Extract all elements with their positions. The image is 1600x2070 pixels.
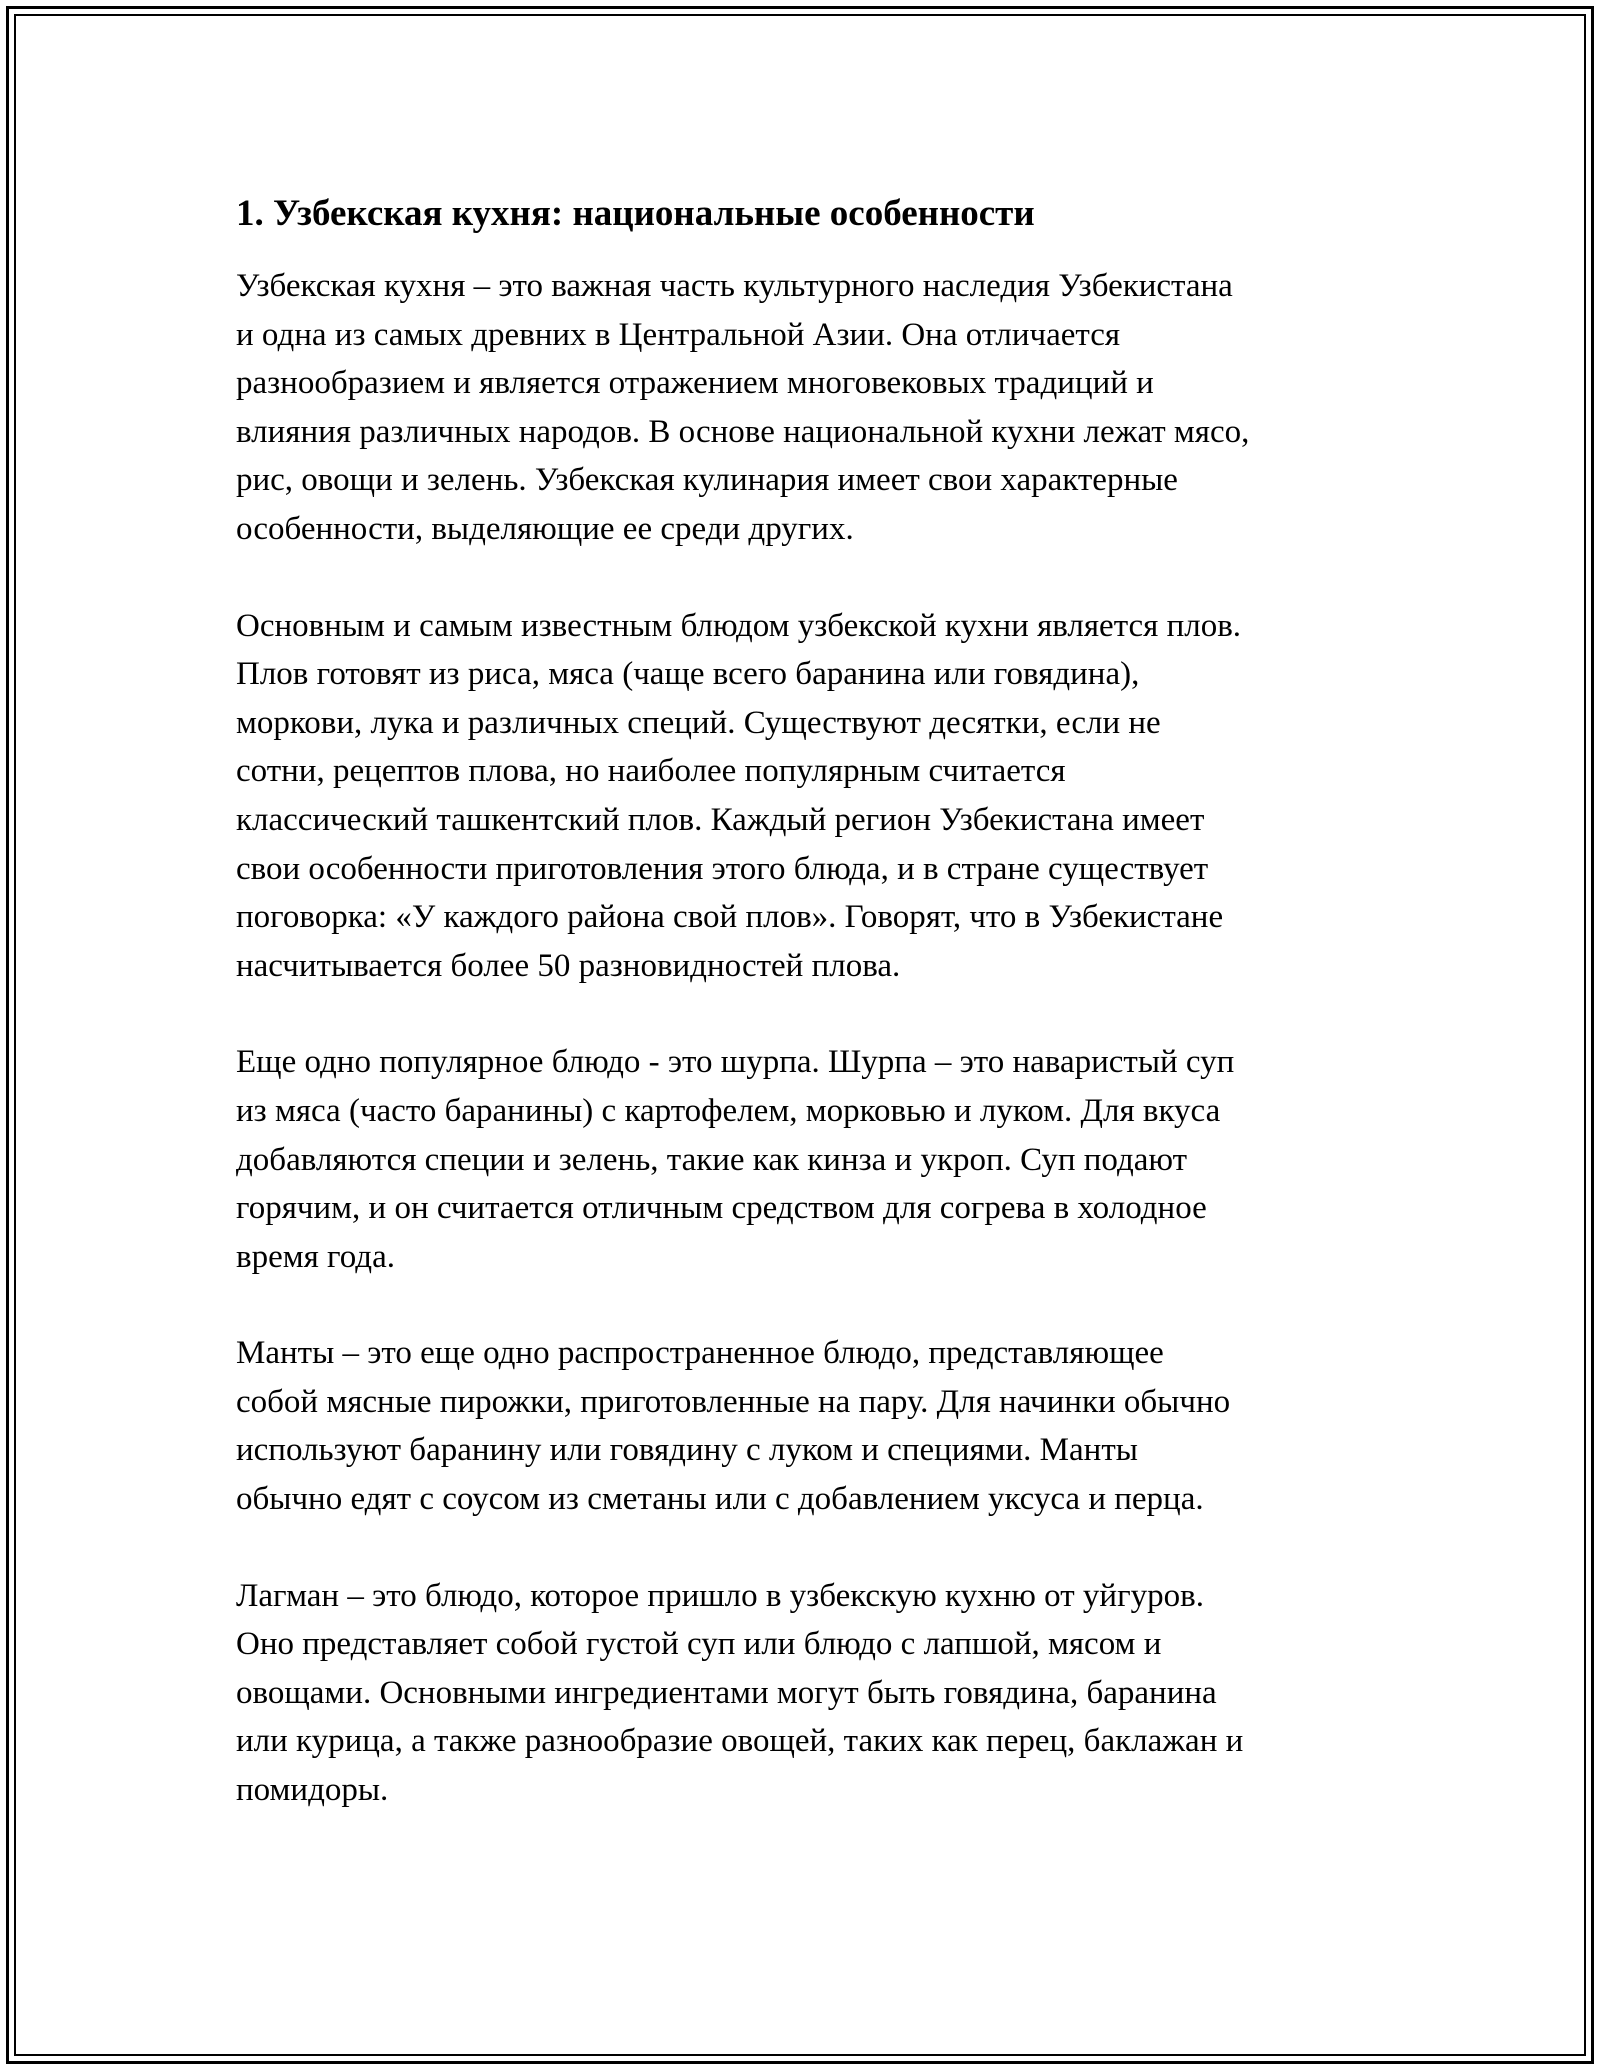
text-line: поговорка: «У каждого района свой плов». Говорят, что в Узбекистане bbox=[236, 899, 1224, 936]
text-line: собой мясные пирожки, приготовленные на пару. Для начинки обычно bbox=[236, 1383, 1231, 1420]
text-line: разнообразием и является отражением многовековых традиций и bbox=[236, 365, 1154, 402]
paragraph-intro bbox=[236, 262, 1376, 554]
paragraph-shurpa bbox=[236, 1038, 1376, 1281]
paragraph-plov bbox=[236, 602, 1376, 991]
text-line: добавляются специи и зелень, такие как кинза и укроп. Суп подают bbox=[236, 1141, 1188, 1178]
text-line: используют баранину или говядину с луком и специями. Манты bbox=[236, 1432, 1138, 1469]
text-line: обычно едят с соусом из сметаны или с добавлением уксуса и перца. bbox=[236, 1481, 1204, 1518]
text-line: сотни, рецептов плова, но наиболее популярным считается bbox=[236, 753, 1066, 790]
text-line: моркови, лука и различных специй. Существуют десятки, если не bbox=[236, 704, 1161, 741]
paragraph-lagman bbox=[236, 1572, 1376, 1815]
text-line: Плов готовят из риса, мяса (чаще всего баранина или говядина), bbox=[236, 656, 1140, 693]
text-line: и одна из самых древних в Центральной Азии. Она отличается bbox=[236, 316, 1121, 353]
text-line: Узбекская кухня – это важная часть культурного наследия Узбекистана bbox=[236, 268, 1233, 304]
section-title: 1. Узбекская кухня: национальные особенности bbox=[236, 193, 1035, 234]
text-line: горячим, и он считается отличным средством для согрева в холодное bbox=[236, 1190, 1207, 1227]
text-line: из мяса (часто баранины) с картофелем, морковью и луком. Для вкуса bbox=[236, 1092, 1221, 1129]
text-line: Лагман – это блюдо, которое пришло в узбекскую кухню от уйгуров. bbox=[236, 1577, 1204, 1614]
text-line: рис, овощи и зелень. Узбекская кулинария имеет свои характерные bbox=[236, 462, 1178, 499]
text-line: Основным и самым известным блюдом узбекской кухни является плов. bbox=[236, 607, 1242, 644]
text-line: классический ташкентский плов. Каждый регион Узбекистана имеет bbox=[236, 801, 1205, 838]
text-line: Манты – это еще одно распространенное блюдо, представляющее bbox=[236, 1335, 1164, 1372]
document-body bbox=[236, 188, 1376, 1863]
text-line: влияния различных народов. В основе национальной кухни лежат мясо, bbox=[236, 413, 1250, 450]
text-line: помидоры. bbox=[236, 1772, 389, 1809]
text-line: Еще одно популярное блюдо - это шурпа. Шурпа – это наваристый суп bbox=[236, 1044, 1235, 1081]
paragraph-manty bbox=[236, 1329, 1376, 1523]
text-line: время года. bbox=[236, 1238, 395, 1275]
text-line: свои особенности приготовления этого блюда, и в стране существует bbox=[236, 850, 1209, 887]
text-line: овощами. Основными ингредиентами могут быть говядина, баранина bbox=[236, 1674, 1217, 1711]
text-line: Оно представляет собой густой суп или блюдо с лапшой, мясом и bbox=[236, 1626, 1162, 1663]
text-line: особенности, выделяющие ее среди других. bbox=[236, 510, 854, 547]
text-line: или курица, а также разнообразие овощей, таких как перец, баклажан и bbox=[236, 1723, 1244, 1760]
text-line: насчитывается более 50 разновидностей плова. bbox=[236, 947, 901, 984]
